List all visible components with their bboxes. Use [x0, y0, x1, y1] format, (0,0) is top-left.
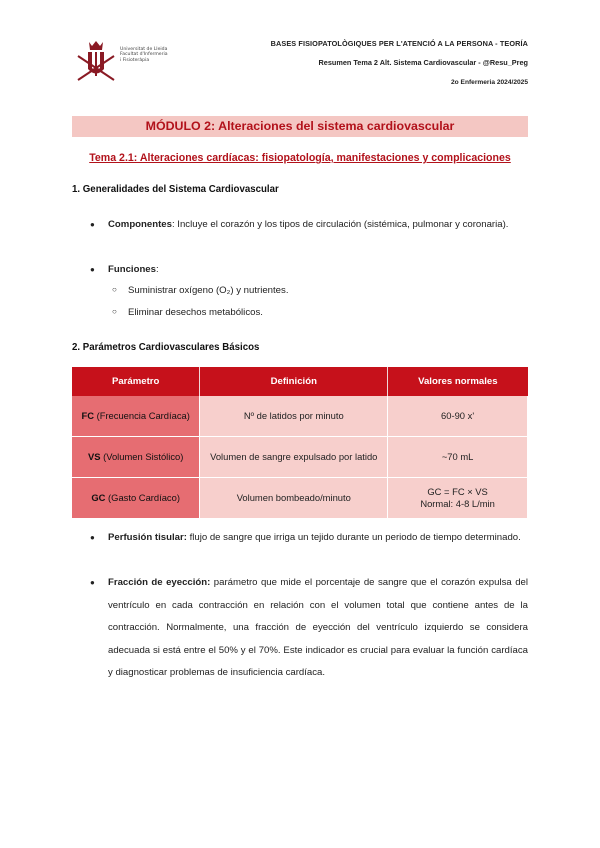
bullet-icon: ●: [90, 578, 95, 587]
tema-title: Tema 2.1: Alteraciones cardíacas: fisiopatología, manifestaciones y complicaciones: [89, 152, 511, 164]
logo-text: Universitat de Lleida Facultat d'Infermeria i Fisioteràpia: [120, 47, 168, 63]
table-row: [72, 437, 528, 478]
table-cell-value: GC = FC × VS Normal: 4-8 L/min: [388, 478, 528, 519]
bullet-funciones: ● Funciones:: [90, 259, 528, 281]
bullet-perfusion: ● Perfusión tisular: flujo de sangre que irriga un tejido durante un periodo de tiempo determinado.: [90, 527, 528, 550]
university-logo: [74, 38, 192, 84]
table-cell-definition: Volumen bombeado/minuto: [200, 478, 388, 519]
module-title-banner: MÓDULO 2: Alteraciones del sistema cardiovascular: [72, 116, 528, 137]
sub-item-oxigeno: ○ Suministrar oxígeno (O₂) y nutrientes.: [112, 285, 289, 296]
table-cell-param: GC (Gasto Cardíaco): [72, 478, 200, 519]
sub-item-desechos: ○ Eliminar desechos metabólicos.: [112, 307, 263, 318]
bullet-icon: ●: [90, 265, 95, 274]
table-cell-definition: Nº de latidos por minuto: [200, 396, 388, 437]
header-course-title: BASES FISIOPATOLÒGIQUES PER L'ATENCIÓ A LA PERSONA - TEORÍA: [270, 39, 528, 48]
table-cell-definition: Volumen de sangre expulsado por latido: [200, 437, 388, 478]
table-header-parametro: Parámetro: [72, 367, 200, 396]
table-cell-param: VS (Volumen Sistólico): [72, 437, 200, 478]
section-2-title: 2. Parámetros Cardiovasculares Básicos: [72, 342, 260, 353]
bullet-icon: ●: [90, 533, 95, 542]
bullet-componentes: ● Componentes: Incluye el corazón y los tipos de circulación (sistémica, pulmonar y coronaria).: [90, 214, 528, 236]
header-summary-title: Resumen Tema 2 Alt. Sistema Cardiovascular - @Resu_Preg: [318, 58, 528, 67]
section-1-title: 1. Generalidades del Sistema Cardiovascular: [72, 184, 279, 195]
table-header-row: [72, 367, 528, 396]
parameters-table: [72, 367, 528, 519]
university-crest-icon: [74, 38, 118, 84]
circle-bullet-icon: ○: [112, 307, 117, 316]
bullet-fraccion: ● Fracción de eyección: parámetro que mide el porcentaje de sangre que el corazón expulsa del ventrículo en cada contracción en relación con el volumen total que contiene antes de la contracción. Normalmente, una fracción de eyección del ventrículo izquierdo se considera adecuada si está entre el 50% y el 70%. Este indicador es crucial para evaluar la función cardíaca y diagnosticar problemas de insuficiencia cardíaca.: [90, 572, 528, 685]
bullet-icon: ●: [90, 220, 95, 229]
table-cell-value: 60-90 x': [388, 396, 528, 437]
table-row: [72, 396, 528, 437]
table-header-valores: Valores normales: [388, 367, 528, 396]
table-cell-value: ~70 mL: [388, 437, 528, 478]
table-cell-param: FC (Frecuencia Cardíaca): [72, 396, 200, 437]
header-year: 2o Enfermeria 2024/2025: [451, 79, 528, 86]
table-row: [72, 478, 528, 519]
table-header-definicion: Definición: [200, 367, 388, 396]
circle-bullet-icon: ○: [112, 285, 117, 294]
